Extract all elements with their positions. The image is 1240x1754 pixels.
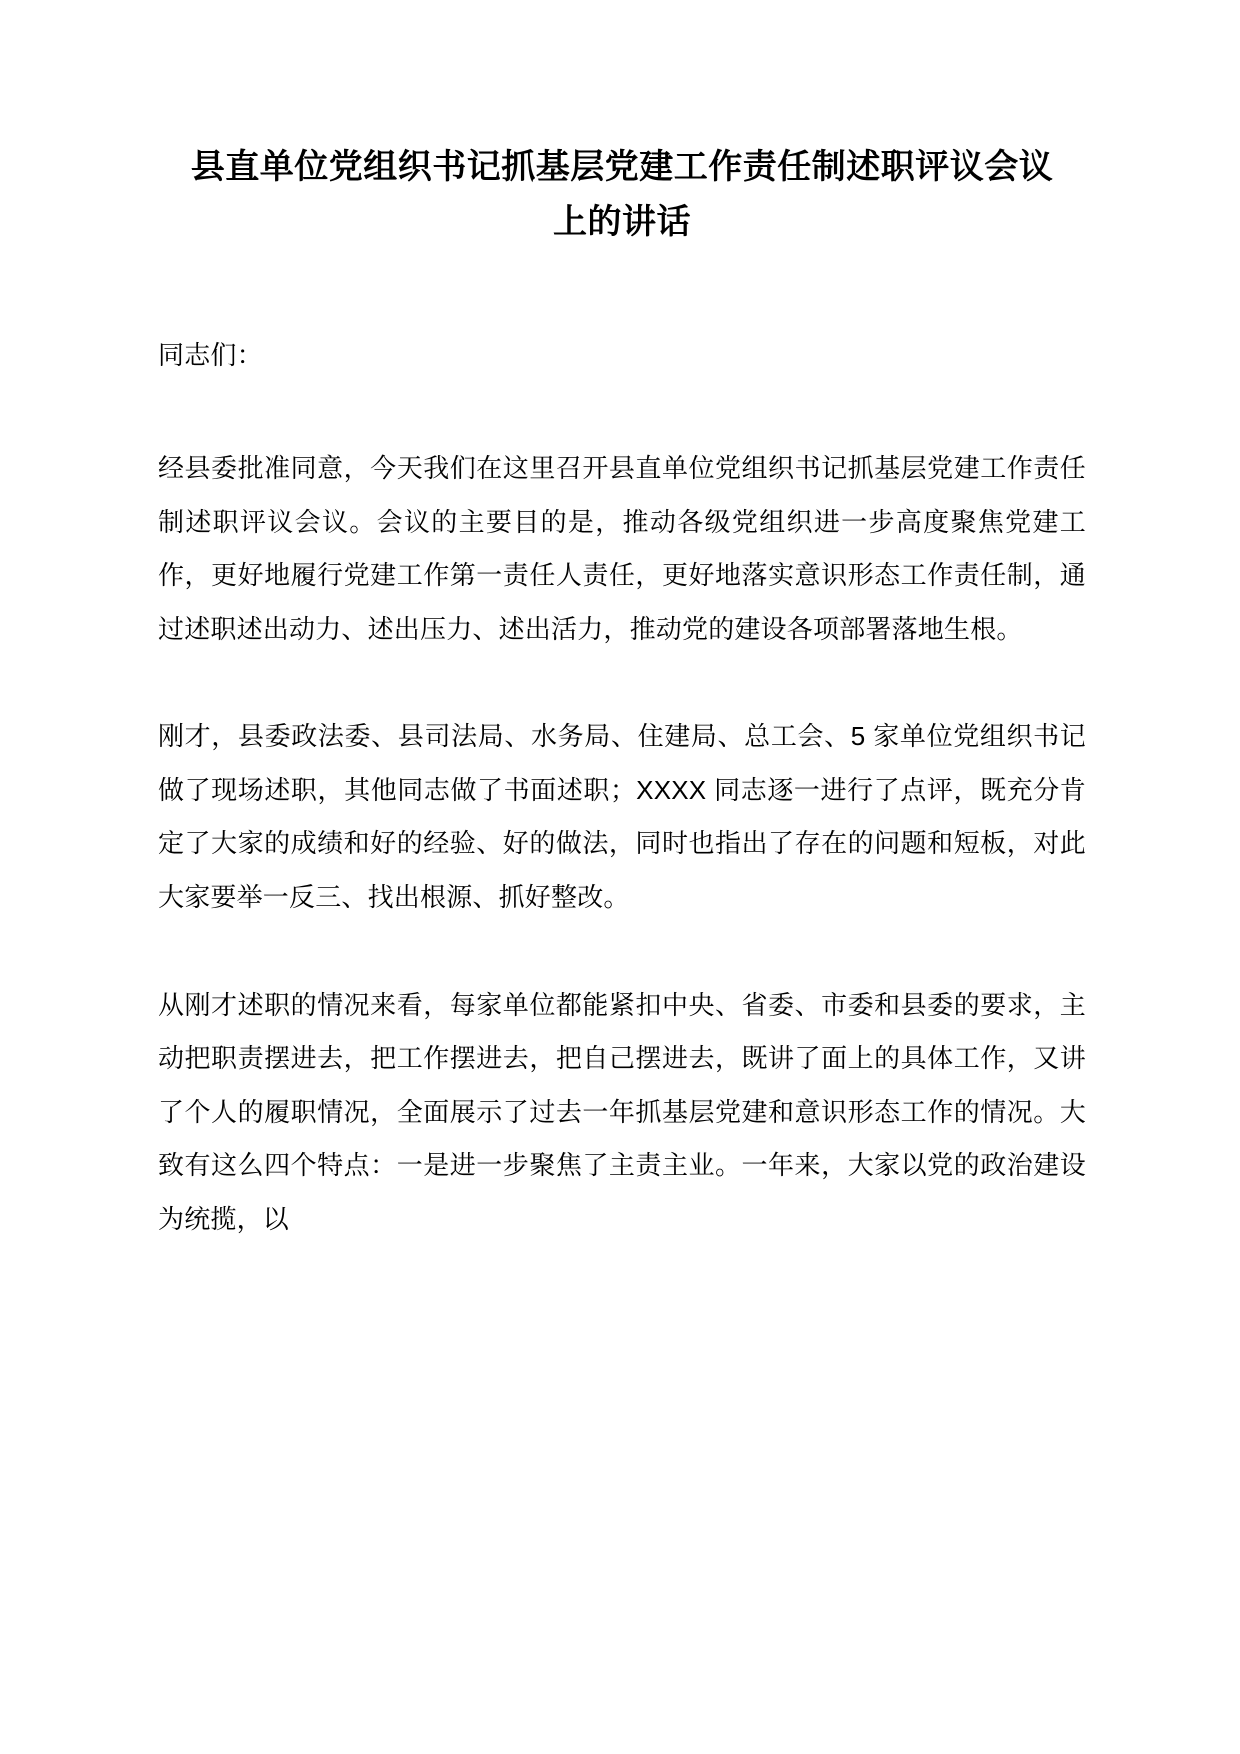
paragraph-spacer-1 [158, 656, 1086, 710]
title-spacer [158, 250, 1086, 342]
body-paragraph-2: 刚才，县委政法委、县司法局、水务局、住建局、总工会、5 家单位党组织书记做了现场述职，其他同志做了书面述职；XXXX 同志逐一进行了点评，既充分肯定了大家的成绩和好的经验、好的做法，同时也指出了存在的问题和短板，对此大家要举一反三、找出根源、抓好整改。 [158, 721, 1086, 912]
salutation: 同志们： [158, 340, 263, 371]
page-title [158, 140, 1086, 250]
body-paragraph-1: 经县委批准同意，今天我们在这里召开县直单位党组织书记抓基层党建工作责任制述职评议会议。会议的主要目的是，推动各级党组织进一步高度聚焦党建工作，更好地履行党建工作第一责任人责任，更好地落实意识形态工作责任制，通过述职述出动力、述出压力、述出活力，推动党的建设各项部署落地生根。 [158, 453, 1086, 644]
salutation-spacer [158, 368, 1086, 442]
body-paragraph-3: 从刚才述职的情况来看，每家单位都能紧扣中央、省委、市委和县委的要求，主动把职责摆进去，把工作摆进去，把自己摆进去，既讲了面上的具体工作，又讲了个人的履职情况，全面展示了过去一年抓基层党建和意识形态工作的情况。大致有这么四个特点：一是进一步聚焦了主责主业。一年来，大家以党的政治建设为统揽，以 [158, 989, 1086, 1234]
document-title-line-1: 县直单位党组织书记抓基层党建工作责任制述职评议会议 [190, 148, 1054, 186]
document-title-line-2: 上的讲话 [553, 203, 691, 242]
document-content [158, 140, 1086, 1246]
paragraph-spacer-2 [158, 925, 1086, 979]
